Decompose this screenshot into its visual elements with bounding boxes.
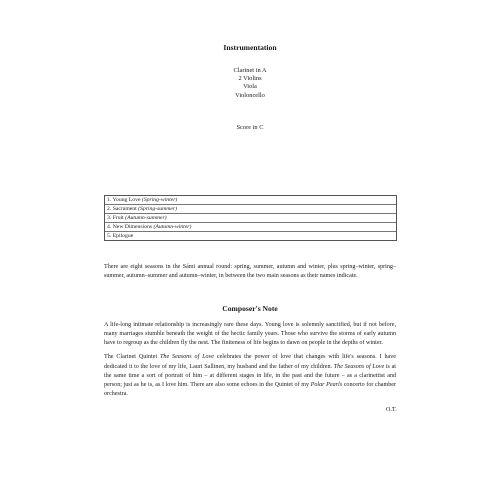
movement-label: 3. Fruit [107,215,124,221]
movement-label: 2. Sacrament [107,206,137,212]
instrument-item: 2 Violins [238,75,262,83]
instrument-list [0,67,500,100]
movement-season: (Spring-winter) [141,197,178,203]
movement-season: (Autumn-summer) [125,215,167,221]
movements-table [104,195,397,241]
instrument-item: Viola [243,83,257,91]
work-title: Polar Pearls [310,382,343,389]
composers-note-heading: Composer's Note [222,304,278,313]
composers-note-body [104,321,396,404]
movement-season: (Autumn-winter) [153,224,192,230]
signature: O.T. [386,407,397,413]
movement-row [105,205,396,214]
instrument-item: Violoncello [235,91,265,99]
movement-label: 5. Epilogue [107,233,134,239]
movement-label: 4. New Dimensions [107,224,153,230]
movement-season: (Spring-summer) [138,206,177,212]
movement-label: 1. Young Love [107,197,141,203]
instrumentation-heading: Instrumentation [223,43,277,52]
movement-row [105,196,396,205]
instrument-item: Clarinet in A [233,67,267,74]
note-paragraph: A life-long intimate relationship is increasingly rare these days. Young love is solemnly sanctified, but if not before, many marriages stumble beneath the weight of the hectic family years. Those who survive the storms of early autumn have to regroup as the children fly the nest. The finiteness of life begins to dawn on people in the depths of winter. [104,322,396,347]
score-note: Score in C [236,124,264,131]
seasons-paragraph: There are eight seasons in the Sámi annual round: spring, summer, autumn and winter, plus spring–winter, spring–summer, autumn–summer and autumn–winter, in between the two main seasons as their names indicate. [104,264,396,280]
work-title: The Seasons of Love [160,354,215,361]
work-title: The Seasons of Love [333,363,385,370]
note-paragraph: The Clarinet Quintet The Seasons of Love celebrates the power of love that changes with life's seasons. I have dedicated it to the love of my life, Lauri Sallinen, my husband and the father of my children. The Seasons of Love is at the same time a sort of portrait of him – at different stages in life, in the past and the future – as a clarinettist and person; just as he is, as I love him. There are also some echoes in the Quintet of my Polar Pearls concerto for chamber orchestra. [104,354,396,398]
movement-row [105,232,396,240]
movement-row [105,214,396,223]
movement-row [105,223,396,232]
